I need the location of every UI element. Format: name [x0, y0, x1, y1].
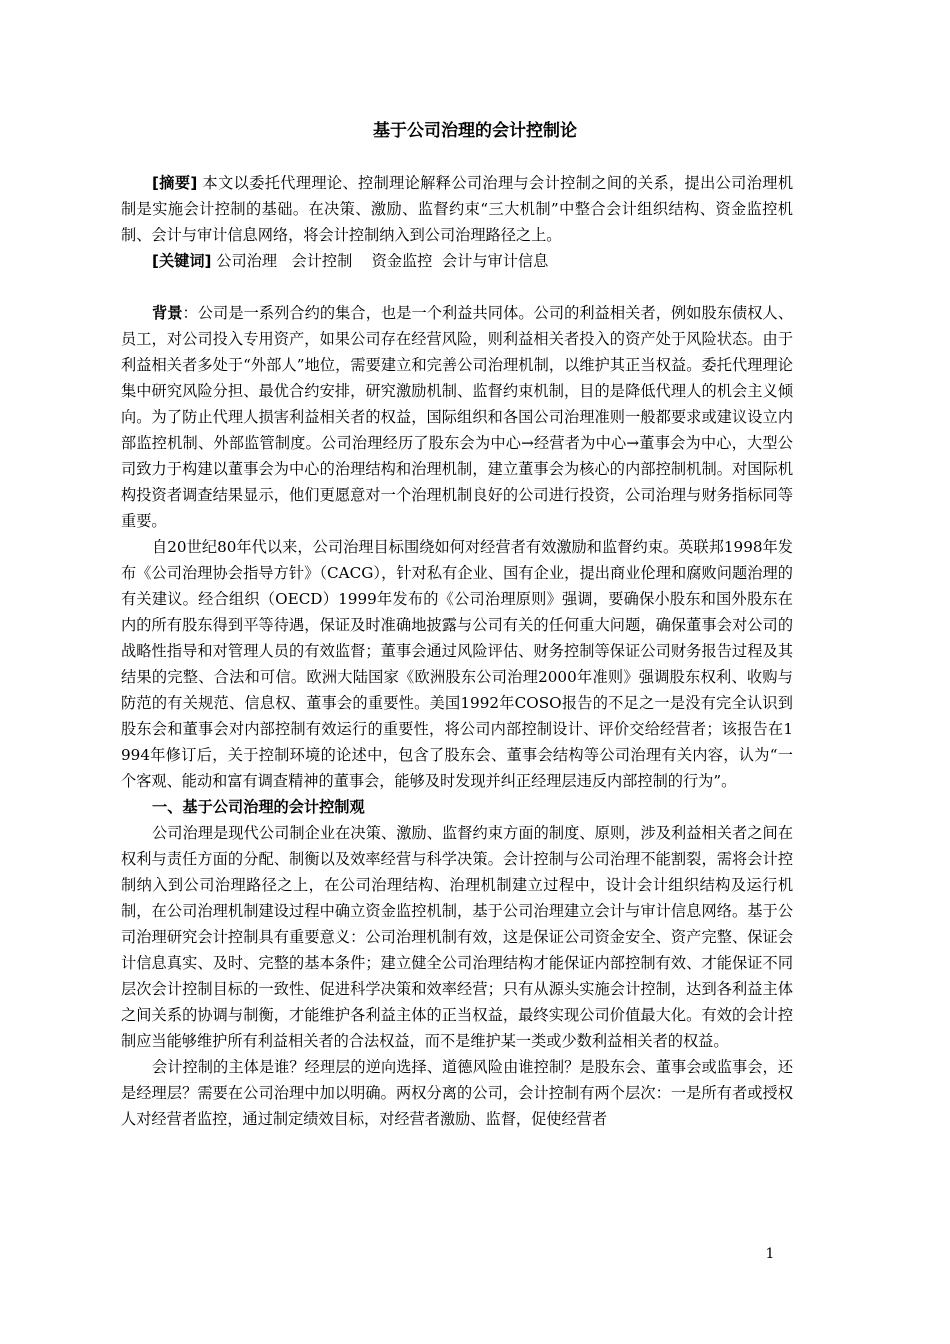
abstract-paragraph — [121, 170, 793, 248]
page-number: 1 — [765, 1246, 775, 1262]
background-paragraph — [121, 300, 793, 534]
document-body — [121, 170, 793, 1132]
abstract-text: 本文以委托代理理论、控制理论解释公司治理与会计控制之间的关系，提出公司治理机制是实施会计控制的基础。在决策、激励、监督约束“三大机制”中整合会计组织结构、资金监控机制、会计与审计信息网络，将会计控制纳入到公司治理路径之上。 — [121, 174, 794, 244]
background-label: 背景 — [152, 304, 183, 322]
paragraph-4: 会计控制的主体是谁？经理层的逆向选择、道德风险由谁控制？是股东会、董事会或监事会，还是经理层？需要在公司治理中加以明确。两权分离的公司，会计控制有两个层次：一是所有者或授权人对经营者监控，通过制定绩效目标，对经营者激励、监督，促使经营者 — [121, 1058, 793, 1128]
document-title: 基于公司治理的会计控制论 — [373, 121, 577, 141]
keywords-label: [关键词] — [152, 252, 212, 270]
paragraph-3: 公司治理是现代公司制企业在决策、激励、监督约束方面的制度、原则，涉及利益相关者之间在权利与责任方面的分配、制衡以及效率经营与科学决策。会计控制与公司治理不能割裂，需将会计控制纳入到公司治理路径之上，在公司治理结构、治理机制建立过程中，设计会计组织结构及运行机制，在公司治理机制建设过程中确立资金监控机制，基于公司治理建立会计与审计信息网络。基于公司治理研究会计控制具有重要意义：公司治理机制有效，这是保证公司资金安全、资产完整、保证会计信息真实、及时、完整的基本条件；建立健全公司治理结构才能保证内部控制有效、才能保证不同层次会计控制目标的一致性、促进科学决策和效率经营；只有从源头实施会计控制，达到各利益主体之间关系的协调与制衡，才能维护各利益主体的正当权益，最终实现公司价值最大化。有效的会计控制应当能够维护所有利益相关者的合法权益，而不是维护某一类或少数利益相关者的权益。 — [121, 824, 793, 1050]
keywords-paragraph — [121, 248, 793, 274]
section-heading: 一、基于公司治理的会计控制观 — [152, 798, 365, 816]
background-text: ：公司是一系列合约的集合，也是一个利益共同体。公司的利益相关者，例如股东债权人、员工，对公司投入专用资产，如果公司存在经营风险，则利益相关者投入的资产处于风险状态。由于利益相关者多处于“外部人”地位，需要建立和完善公司治理机制，以维护其正当权益。委托代理理论集中研究风险分担、最优合约安排，研究激励机制、监督约束机制，目的是降低代理人的机会主义倾向。为了防止代理人损害利益相关者的权益，国际组织和各国公司治理准则一般都要求或建议设立内部监控机制、外部监管制度。公司治理经历了股东会为中心→经营者为中心→董事会为中心，大型公司致力于构建以董事会为中心的治理结构和治理机制，建立董事会为核心的内部控制机制。对国际机构投资者调查结果显示，他们更愿意对一个治理机制良好的公司进行投资，公司治理与财务指标同等重要。 — [121, 304, 794, 530]
paragraph-2: 自20世纪80年代以来，公司治理目标围绕如何对经营者有效激励和监督约束。英联邦1998年发布《公司治理协会指导方针》（CACG），针对私有企业、国有企业，提出商业伦理和腐败问题治理的有关建议。经合组织（OECD）1999年发布的《公司治理原则》强调，要确保小股东和国外股东在内的所有股东得到平等待遇，保证及时准确地披露与公司有关的任何重大问题，确保董事会对公司的战略性指导和对管理人员的有效监督；董事会通过风险评估、财务控制等保证公司财务报告过程及其结果的完整、合法和可信。欧洲大陆国家《欧洲股东公司治理2000年准则》强调股东权利、收购与防范的有关规范、信息权、董事会的重要性。美国1992年COSO报告的不足之一是没有完全认识到股东会和董事会对内部控制有效运行的重要性，将公司内部控制设计、评价交给经营者；该报告在1994年修订后，关于控制环境的论述中，包含了股东会、董事会结构等公司治理有关内容，认为“一个客观、能动和富有调查精神的董事会，能够及时发现并纠正经理层违反内部控制的行为”。 — [121, 538, 793, 790]
abstract-label: [摘要] — [152, 174, 198, 192]
keywords-text: 公司治理 会计控制 资金监控 会计与审计信息 — [216, 252, 549, 270]
blank-line — [121, 274, 793, 300]
